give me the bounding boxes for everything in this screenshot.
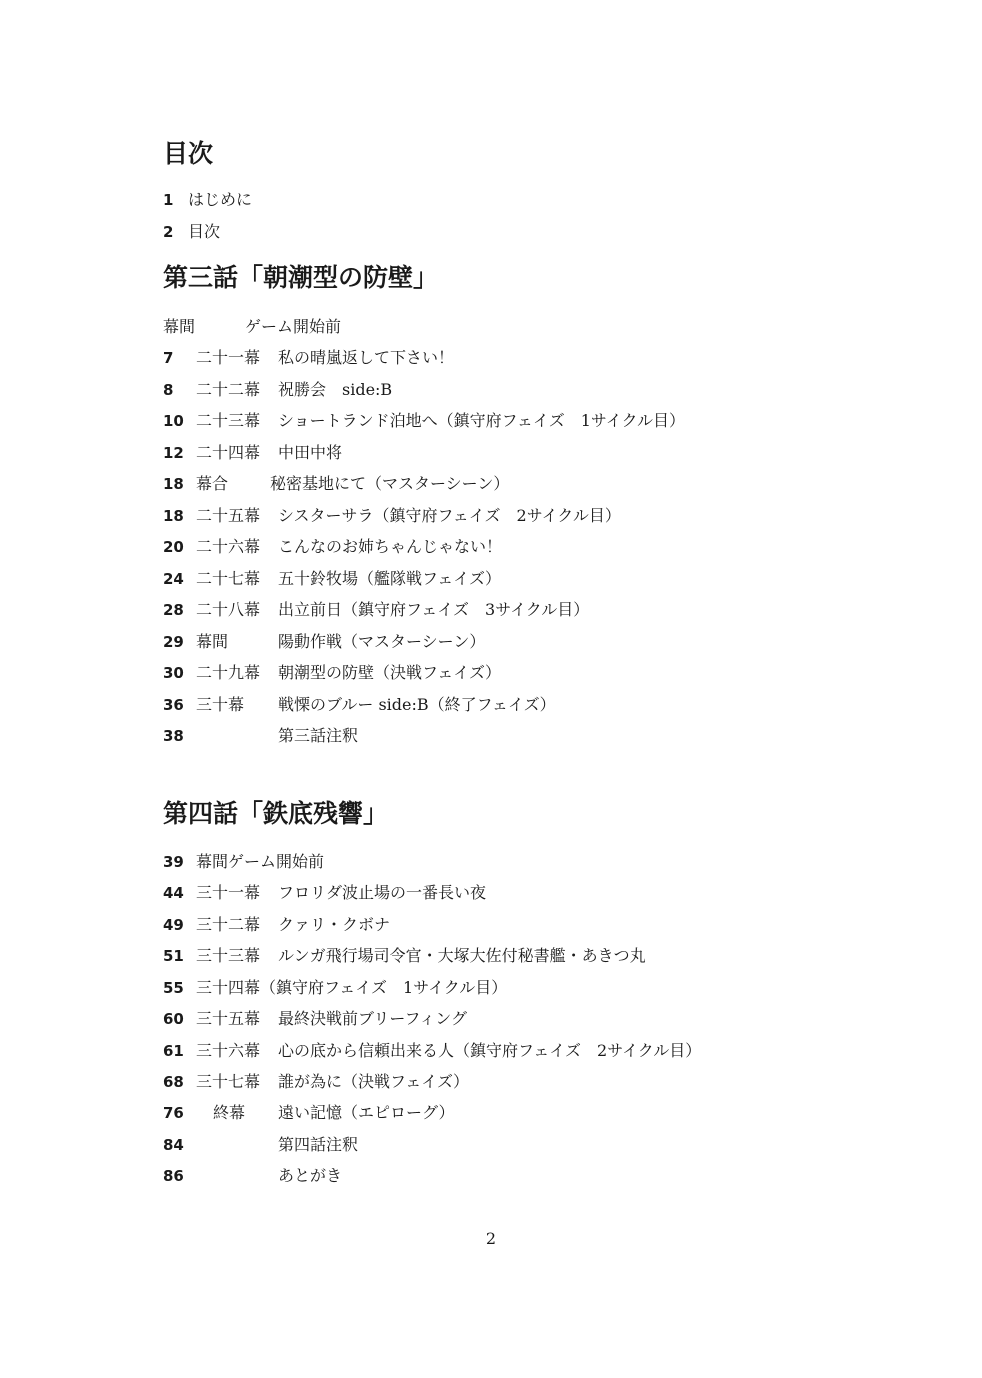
entry-page-number: 10 (163, 412, 184, 430)
entry-title: 第三話注釈 (278, 726, 359, 745)
entry-page-number: 29 (163, 633, 184, 651)
entry-page-number: 8 (163, 381, 174, 399)
entry-act: 幕間 (163, 317, 196, 336)
entry-act: 三十三幕 (196, 946, 261, 965)
entry-title: こんなのお姉ちゃんじゃない！ (278, 537, 503, 556)
entry-title: ゲーム開始前 (245, 317, 342, 336)
entry-act: 二十五幕 (196, 506, 261, 525)
entry-page-number: 18 (163, 475, 184, 493)
entry-title: フロリダ波止場の一番長い夜 (278, 883, 487, 902)
entry-title: 秘密基地にて（マスターシーン） (270, 474, 510, 493)
entry-act: 幕間 (196, 852, 229, 871)
entry-page-number: 20 (163, 538, 184, 556)
entry-page-number: 84 (163, 1136, 184, 1154)
entry-act: 三十二幕 (196, 915, 261, 934)
entry-act: 二十一幕 (196, 348, 261, 367)
entry-act: 三十五幕 (196, 1009, 261, 1028)
entry-title: ゲーム開始前 (228, 852, 325, 871)
entry-title: 陽動作戦（マスターシーン） (278, 632, 486, 651)
entry-page-number: 12 (163, 444, 184, 462)
entry-title: クァリ・クボナ (278, 915, 391, 934)
entry-title: はじめに (188, 190, 253, 209)
entry-act: 二十四幕 (196, 443, 261, 462)
entry-act: 二十八幕 (196, 600, 261, 619)
entry-title: 戦慄のブルー side:B（終了フェイズ） (278, 695, 556, 714)
entry-act: 終幕 (213, 1103, 246, 1122)
entry-page-number: 1 (163, 191, 174, 209)
entry-page-number: 38 (163, 727, 184, 745)
entry-act: 二十六幕 (196, 537, 261, 556)
entry-title: 目次 (188, 222, 221, 241)
entry-act: 二十七幕 (196, 569, 261, 588)
page-number: 2 (485, 1229, 497, 1248)
entry-title: ショートランド泊地へ（鎮守府フェイズ 1サイクル目） (278, 411, 685, 430)
entry-page-number: 60 (163, 1010, 184, 1028)
entry-title: 第四話注釈 (278, 1135, 359, 1154)
entry-page-number: 68 (163, 1073, 184, 1091)
entry-act: 三十六幕 (196, 1041, 261, 1060)
entry-title: あとがき (278, 1166, 343, 1185)
entry-page-number: 28 (163, 601, 184, 619)
entry-act: 三十幕 (196, 695, 245, 714)
entry-title: 私の晴嵐返して下さい！ (278, 348, 455, 367)
entry-page-number: 24 (163, 570, 184, 588)
episode3-heading: 第三話「朝潮型の防壁」 (163, 263, 439, 292)
entry-act: 幕間 (196, 632, 229, 651)
entry-page-number: 49 (163, 916, 184, 934)
entry-page-number: 39 (163, 853, 184, 871)
entry-page-number: 36 (163, 696, 184, 714)
entry-act: 幕合 (196, 474, 229, 493)
entry-title: 心の底から信頼出来る人（鎮守府フェイズ 2サイクル目） (278, 1041, 702, 1060)
entry-page-number: 76 (163, 1104, 184, 1122)
entry-act: 三十一幕 (196, 883, 261, 902)
entry-page-number: 44 (163, 884, 184, 902)
entry-act: 三十七幕 (196, 1072, 261, 1091)
entry-title: 出立前日（鎮守府フェイズ 3サイクル目） (278, 600, 590, 619)
entry-page-number: 2 (163, 223, 174, 241)
entry-act: 二十二幕 (196, 380, 261, 399)
entry-page-number: 30 (163, 664, 184, 682)
episode4-heading: 第四話「鉄底残響」 (163, 799, 389, 828)
entry-page-number: 86 (163, 1167, 184, 1185)
entry-act: 二十九幕 (196, 663, 261, 682)
entry-title: 朝潮型の防壁（決戦フェイズ） (278, 663, 502, 682)
entry-title: シスターサラ（鎮守府フェイズ 2サイクル目） (278, 506, 621, 525)
entry-page-number: 55 (163, 979, 184, 997)
entry-title: 五十鈴牧場（艦隊戦フェイズ） (278, 569, 502, 588)
entry-title: 祝勝会 side:B (278, 380, 393, 399)
entry-page-number: 51 (163, 947, 184, 965)
toc-heading: 目次 (163, 139, 214, 168)
entry-title: 中田中将 (278, 443, 343, 462)
entry-title: ルンガ飛行場司令官・大塚大佐付秘書艦・あきつ丸 (278, 946, 646, 965)
entry-act: 二十三幕 (196, 411, 261, 430)
entry-page-number: 7 (163, 349, 174, 367)
entry-page-number: 61 (163, 1042, 184, 1060)
entry-act: 三十四幕（鎮守府フェイズ 1サイクル目） (196, 978, 508, 997)
entry-title: 誰が為に（決戦フェイズ） (278, 1072, 470, 1091)
entry-title: 遠い記憶（エピローグ） (278, 1103, 455, 1122)
entry-title: 最終決戦前ブリーフィング (278, 1009, 467, 1028)
entry-page-number: 18 (163, 507, 184, 525)
